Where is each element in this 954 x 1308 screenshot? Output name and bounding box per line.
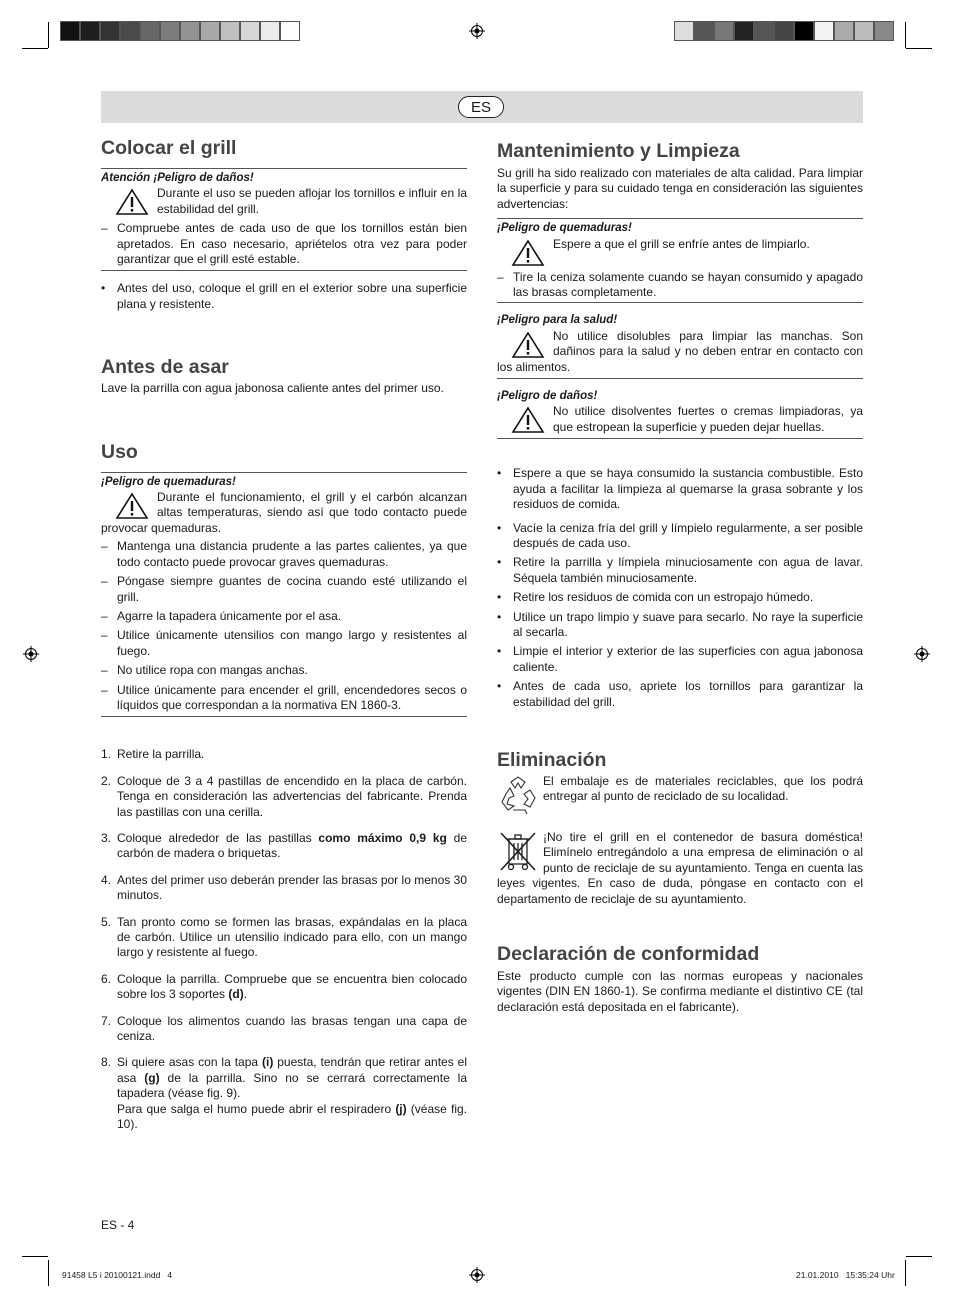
warning-title: ¡Peligro de quemaduras! [497, 222, 632, 235]
paragraph: El embalaje es de materiales reciclables, que los podrá entregar al punto de reciclado de su localidad. [543, 773, 863, 804]
dash-item: Compruebe antes de cada uso de que los tornillos están bien apretados. En caso necesario, apriételos otra vez para poder garantizar que el grill esté estable. [117, 221, 467, 267]
bullet-item: Retire los residuos de comida con un estropajo húmedo. [513, 590, 814, 605]
registration-mark-icon [23, 646, 39, 662]
warning-title: Atención ¡Peligro de daños! [101, 172, 254, 184]
warning-title: ¡Peligro para la salud! [497, 314, 618, 327]
step-item: Coloque de 3 a 4 pastillas de encendido en la placa de carbón. Tenga en consideración las advertencias del fabricante. Prenda las pastillas con una cerilla. [117, 773, 467, 819]
crop-mark [905, 1260, 906, 1286]
crop-mark [905, 22, 906, 48]
step-item: Coloque los alimentos cuando las brasas tengan una capa de ceniza. [117, 1013, 467, 1044]
section-heading-eliminacion: Eliminación [497, 748, 607, 771]
paragraph: Su grill ha sido realizado con materiales de alta calidad. Para limpiar la superficie y para su cuidado tenga en consideración las siguientes advertencias: [497, 166, 863, 211]
paragraph: ¡No tire el grill en el contenedor de basura doméstica! Elimínelo entregándolo a una empresa de eliminación o al punto de reciclaje de su ayuntamiento. Tenga en cuenta las leyes vigentes. En caso de duda, póngase en contacto con el departamento de reciclaje de su ayuntamiento. [497, 829, 863, 906]
crop-mark [906, 1256, 932, 1257]
warning-text: Durante el funcionamiento, el grill y el carbón alcanzan altas temperaturas, siendo así que todo contacto puede provocar quemaduras. [101, 490, 467, 535]
bullet-item: Utilice un trapo limpio y suave para secarlo. No raye la superficie al secarla. [513, 609, 863, 639]
file-info: 91458 L5 i 20100121.indd 4 [62, 1270, 173, 1280]
registration-mark-icon [914, 646, 930, 662]
dash-item: Tire la ceniza solamente cuando se hayan consumido y apagado las brasas completamente. [513, 269, 863, 300]
color-bar-right [674, 21, 894, 41]
step-item: Coloque la parrilla. Compruebe que se encuentra bien colocado sobre los 3 soportes (d). [117, 971, 467, 1002]
dash-item: Agarre la tapadera únicamente por el asa. [117, 608, 342, 623]
dash-item: Mantenga una distancia prudente a las partes calientes, ya que todo contacto puede provocar graves quemaduras. [117, 539, 467, 569]
crop-mark [906, 48, 932, 49]
crossed-out-bin-icon [497, 830, 539, 872]
warning-title: ¡Peligro de daños! [497, 390, 598, 403]
crop-mark [48, 1260, 49, 1286]
warning-text: No utilice disolventes fuertes o cremas limpiadoras, ya que estropean la superficie y pueden dejar huellas. [553, 404, 863, 434]
warning-text: Espere a que el grill se enfríe antes de limpiarlo. [553, 236, 810, 251]
right-column: Mantenimiento y Limpieza Su grill ha sido realizado con materiales de alta calidad. Para limpiar la superficie y para su cuidado tenga en consideración las siguientes advertencias: ¡Peligro de quemaduras! Espere a que el grill se enfríe antes de limpiarlo. – Tire la ceniza solamente cuando se hayan consumido y apagado las brasas completamente. ¡Peligro para la salud! No utilice disolubles para limpiar las manchas. Son dañinos para la salud y no deben entrar en contacto con los alimentos. ¡Peligro de daños! No utilice disolventes fuertes o cremas limpiadoras, ya que estropean la superficie y pueden dejar huellas. • Espere a que se haya consumido la sustancia combustible. Esto ayuda a facilitar la limpieza al quemarse la grasa sobrante y los residuos de comida. • Vacíe la ceniza fría del grill y límpielo regularmente, a ser posible después de cada uso. • Retire la parrilla y límpiela minuciosamente con agua de lavar. Séquela también minuciosamente. • Retire los residuos de comida con un estropajo húmedo. • Utilice un trapo limpio y suave para secarlo. No raye la superficie al secarla. • Limpie el interior y exterior de las superficies con agua jabonosa caliente. • Antes de cada uso, apriete los tornillos para garantizar la estabilidad del grill. Eliminación El embalaje es de materiales reciclables, que los podrá entregar al punto de reciclado de su localidad. ¡No tire el grill en el contenedor de basura doméstica! Elimínelo entregándolo a una empresa de eliminación o al punto de reciclaje de su ayuntamiento. Tenga en cuenta las leyes vigentes. En caso de duda, póngase en contacto con el departamento de reciclaje de su ayuntamiento. Declaración de conformidad Este producto cumple con las normas europeas y nacionales vigentes (DIN EN 1860-1). Se confirma mediante el distintivo CE (tal declaración está depositada en el fabricante). [497, 140, 863, 1014]
dash-item: Póngase siempre guantes de cocina cuando esté utilizando el grill. [117, 574, 467, 604]
crop-mark [48, 22, 49, 48]
paragraph: Este producto cumple con las normas europeas y nacionales vigentes (DIN EN 1860-1). Se confirma mediante el distintivo CE (tal declaración está depositada en el fabricante). [497, 969, 863, 1014]
warning-triangle-icon [511, 406, 545, 434]
crop-mark [22, 48, 48, 49]
page-number: ES - 4 [101, 1218, 135, 1232]
warning-triangle-icon [511, 331, 545, 359]
section-heading-uso: Uso [101, 440, 138, 463]
bullet-item: Antes del uso, coloque el grill en el exterior sobre una superficie plana y resistente. [117, 281, 467, 311]
registration-mark-icon [469, 23, 485, 39]
paragraph: Lave la parrilla con agua jabonosa caliente antes del primer uso. [101, 381, 444, 396]
left-column: Colocar el grill Atención ¡Peligro de daños! Durante el uso se pueden aflojar los tornillos e influir en la estabilidad del grill. – Compruebe antes de cada uso de que los tornillos están bien apretados. En caso necesario, apriételos otra vez para poder garantizar que el grill esté estable. • Antes del uso, coloque el grill en el exterior sobre una superficie plana y resistente. Antes de asar Lave la parrilla con agua jabonosa caliente antes del primer uso. Uso ¡Peligro de quemaduras! Durante el funcionamiento, el grill y el carbón alcanzan altas temperaturas, siendo así que todo contacto puede provocar quemaduras. – Mantenga una distancia prudente a las partes calientes, ya que todo contacto puede provocar graves quemaduras. – Póngase siempre guantes de cocina cuando esté utilizando el grill. – Agarre la tapadera únicamente por el asa. – Utilice únicamente utensilios con mango largo y resistentes al fuego. – No utilice ropa con mangas anchas. – Utilice únicamente para encender el grill, encendedores secos o líquidos que correspondan a la normativa EN 1860-3. 1. Retire la parrilla. 2. Coloque de 3 a 4 pastillas de encendido en la placa de carbón. Tenga en consideración las advertencias del fabricante. Prenda las pastillas con una cerilla. 3. Coloque alrededor de las pastillas como máximo 0,9 kg de carbón de madera o briquetas. 4. Antes del primer uso deberán prender las brasas por lo menos 30 minutos. 5. Tan pronto como se formen las brasas, expándalas en la placa de carbón. Utilice un utensilio indicado para ello, con un mango largo y resistente al fuego. 6. Coloque la parrilla. Compruebe que se encuentra bien colocado sobre los 3 soportes (d). 7. Coloque los alimentos cuando las brasas tengan una capa de ceniza. 8. Si quiere asas con la tapa (i) puesta, tendrán que retirar antes el asa (g) de la parrilla. Sino no se cerrará correctamente la tapadera (véase fig. 9). Para que salga el humo puede abrir el respiradero (j) (véase fig. 10). [101, 137, 468, 1132]
recycle-icon [497, 774, 539, 816]
bullet-item: Vacíe la ceniza fría del grill y límpielo regularmente, a ser posible después de cada uso. [513, 520, 863, 550]
dash-item: Utilice únicamente utensilios con mango largo y resistentes al fuego. [117, 628, 467, 658]
step-item: Antes del primer uso deberán prender las brasas por lo menos 30 minutos. [117, 872, 467, 903]
warning-text: Durante el uso se pueden aflojar los tornillos e influir en la estabilidad del grill. [157, 186, 467, 216]
color-bar-left [60, 21, 300, 41]
date-info: 21.01.2010 15:35:24 Uhr [796, 1270, 895, 1280]
section-heading-mantenimiento: Mantenimiento y Limpieza [497, 140, 740, 162]
section-heading-colocar: Colocar el grill [101, 137, 237, 159]
step-item: Retire la parrilla. [117, 747, 205, 762]
bullet-item: Limpie el interior y exterior de las superficies con agua jabonosa caliente. [513, 644, 863, 674]
bullet-item: Antes de cada uso, apriete los tornillos para garantizar la estabilidad del grill. [513, 679, 863, 709]
warning-triangle-icon [115, 492, 149, 520]
warning-text: No utilice disolubles para limpiar las manchas. Son dañinos para la salud y no deben entrar en contacto con los alimentos. [497, 328, 863, 374]
bullet-item: Retire la parrilla y límpiela minuciosamente con agua de lavar. Séquela también minuciosamente. [513, 555, 863, 585]
section-heading-declaracion: Declaración de conformidad [497, 943, 760, 965]
crop-mark [22, 1256, 48, 1257]
warning-triangle-icon [115, 188, 149, 216]
warning-triangle-icon [511, 239, 545, 267]
step-item: Tan pronto como se formen las brasas, expándalas en la placa de carbón. Utilice un utensilio indicado para ello, con un mango largo y resistente al fuego. [117, 914, 467, 960]
registration-mark-icon [469, 1267, 485, 1283]
step-item: Coloque alrededor de las pastillas como máximo 0,9 kg de carbón de madera o briquetas. [117, 830, 468, 861]
section-heading-antes: Antes de asar [101, 356, 229, 379]
language-badge: ES [458, 96, 504, 118]
step-item: Si quiere asas con la tapa (i) puesta, tendrán que retirar antes el asa (g) de la parrilla. Sino no se cerrará correctamente la tapadera (véase fig. 9). Para que salga el humo puede abrir el respiradero (j) (véase fig. 10). [117, 1055, 467, 1132]
dash-item: No utilice ropa con mangas anchas. [117, 663, 308, 678]
bullet-item: Espere a que se haya consumido la sustancia combustible. Esto ayuda a facilitar la limpieza al quemarse la grasa sobrante y los residuos de comida. [513, 466, 863, 512]
warning-title: ¡Peligro de quemaduras! [101, 475, 236, 488]
dash-item: Utilice únicamente para encender el grill, encendedores secos o líquidos que correspondan a la normativa EN 1860-3. [117, 682, 467, 712]
